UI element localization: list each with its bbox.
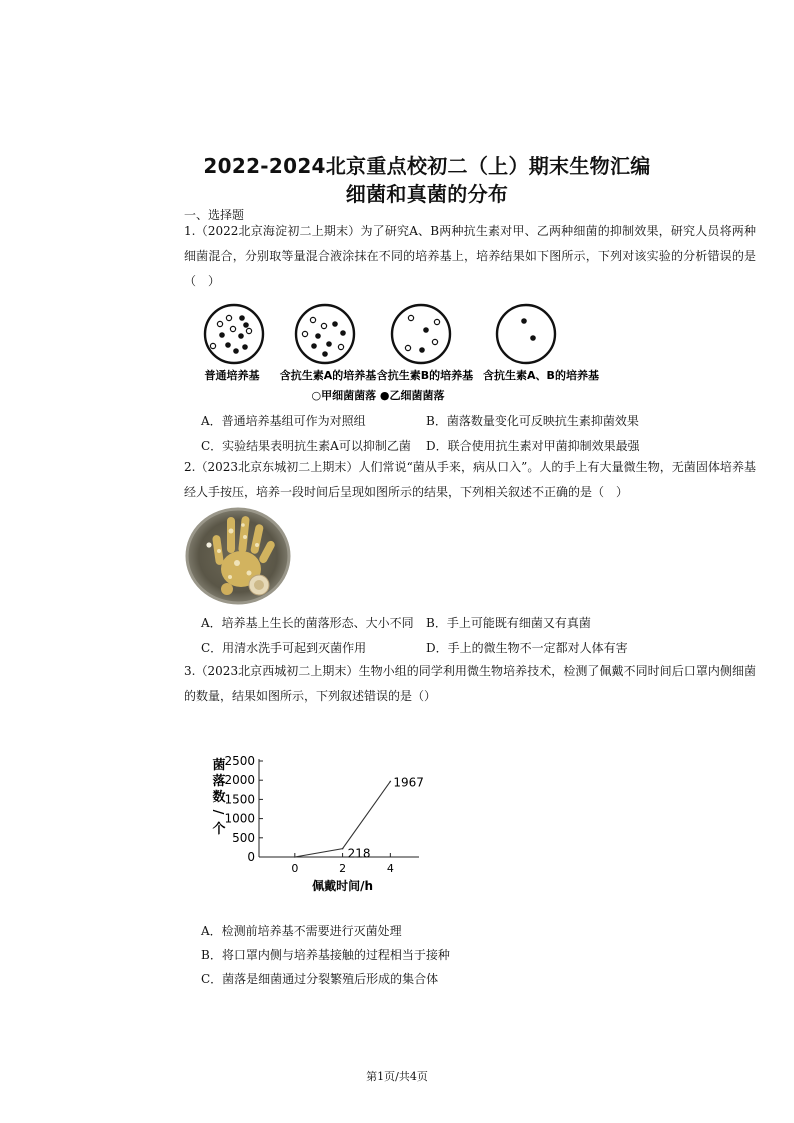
- q2-option-c: C．用清水洗手可起到灭菌作用: [201, 641, 367, 655]
- section-heading: 一、选择题: [184, 208, 245, 222]
- dish-label-normal: 普通培养基: [204, 369, 260, 382]
- q1-option-b: B．菌落数量变化可反映抗生素抑菌效果: [426, 414, 639, 428]
- q2-option-d: D．手上的微生物不一定都对人体有害: [426, 641, 628, 655]
- y-tick-label-0: 0: [247, 850, 255, 864]
- q1-option-d: D．联合使用抗生素对甲菌抑制效果最强: [426, 439, 640, 453]
- dish-legend: ○甲细菌菌落 ●乙细菌菌落: [311, 389, 445, 402]
- dish-label-b: 含抗生素B的培养基: [376, 369, 474, 382]
- dish-label-a: 含抗生素A的培养基: [279, 369, 377, 382]
- q3-option-a: A．检测前培养基不需要进行灭菌处理: [201, 924, 402, 938]
- data-point-2: [390, 781, 392, 783]
- dish-label-ab: 含抗生素A、B的培养基: [483, 369, 599, 382]
- x-tick-label-2: 4: [386, 862, 394, 875]
- data-label-218: 218: [347, 846, 371, 861]
- y-axis-label-char-0: 菌: [212, 758, 226, 773]
- x-tick-label-0: 0: [291, 862, 299, 875]
- y-axis-label-char-2: 数: [212, 790, 226, 805]
- y-tick-label-5: 2500: [224, 754, 255, 768]
- y-axis-label-char-3: /: [210, 809, 225, 815]
- series-line: [295, 781, 391, 857]
- y-tick-label-1: 500: [232, 830, 255, 845]
- q2-option-b: B．手上可能既有细菌又有真菌: [426, 616, 591, 630]
- y-axis-label-char-4: 个: [212, 822, 226, 837]
- page-title: 2022-2024北京重点校初二（上）期末生物汇编: [203, 154, 651, 178]
- x-axis-label: 佩戴时间/h: [312, 879, 374, 893]
- petri-dish-figure: [196, 300, 616, 410]
- x-tick-label-1: 2: [339, 862, 347, 875]
- data-point-0: [294, 856, 296, 858]
- q2-option-a: A．培养基上生长的菌落形态、大小不同: [201, 616, 414, 630]
- dish-antibiotic-b: [392, 305, 450, 363]
- y-tick-label-2: 1000: [224, 811, 255, 826]
- colony-count-chart: [200, 752, 430, 897]
- data-point-1: [342, 848, 344, 850]
- question-2-stem: 2.（2023北京东城初二上期末）人们常说“菌从手来，病从口入”。人的手上有大量微生物，无菌固体培养基经人手按压，培养一段时间后呈现如图所示的结果，下列相关叙述不正确的是（ ）: [184, 460, 756, 499]
- page-number: 第1页/共4页: [366, 1070, 428, 1083]
- question-1-stem: 1.（2022北京海淀初二上期末）为了研究A、B两种抗生素对甲、乙两种细菌的抑制效果，研究人员将两种细菌混合，分别取等量混合液涂抹在不同的培养基上，培养结果如下图所示，下列对该实验的分析错误的是（ ）: [184, 224, 756, 288]
- y-axis-label-char-1: 落: [212, 774, 226, 789]
- page-subtitle: 细菌和真菌的分布: [345, 182, 509, 206]
- q1-option-c: C．实验结果表明抗生素A可以抑制乙菌: [201, 439, 411, 453]
- y-tick-label-3: 1500: [224, 792, 255, 807]
- q1-option-a: A．普通培养基组可作为对照组: [201, 414, 366, 428]
- dish-antibiotic-ab: [497, 305, 555, 363]
- dish-antibiotic-a: [296, 305, 354, 363]
- y-tick-label-4: 2000: [224, 773, 255, 788]
- data-label-1967: 1967: [393, 775, 424, 790]
- q3-option-c: C．菌落是细菌通过分裂繁殖后形成的集合体: [201, 972, 439, 986]
- dish-normal: [205, 305, 263, 363]
- question-3-stem: 3.（2023北京西城初二上期末）生物小组的同学利用微生物培养技术，检测了佩戴不同时间后口罩内侧细菌的数量，结果如图所示，下列叙述错误的是（）: [184, 664, 756, 703]
- q3-option-b: B．将口罩内侧与培养基接触的过程相当于接种: [201, 948, 450, 962]
- hand-culture-photo: [185, 507, 291, 605]
